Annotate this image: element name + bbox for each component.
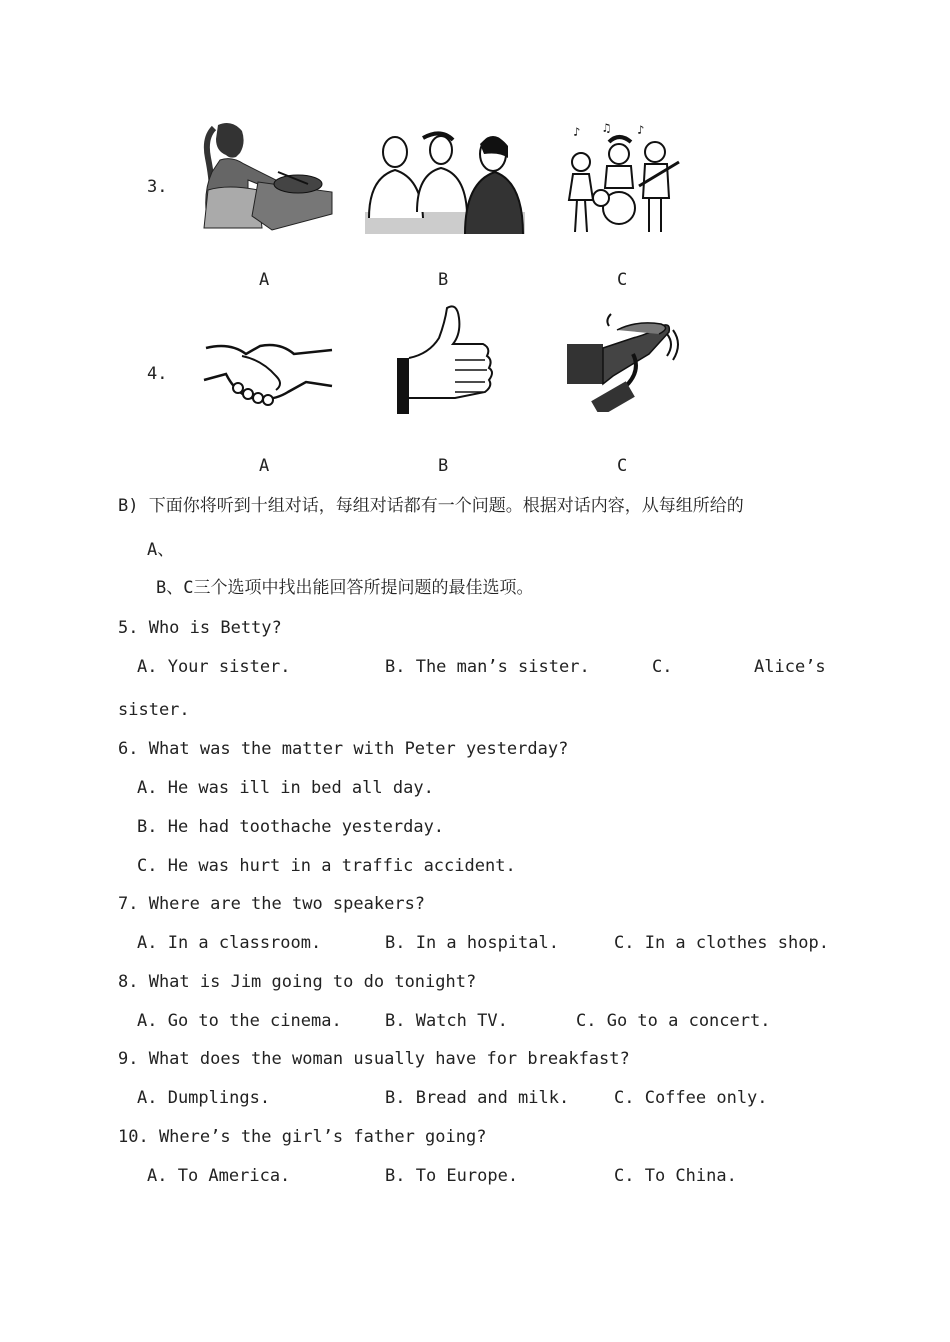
- question-7-option-a: A. In a classroom.: [137, 933, 322, 953]
- svg-text:♪: ♪: [637, 123, 645, 137]
- question-3-option-c-label: C: [617, 270, 628, 290]
- section-b-instruction-line-2: A、: [147, 540, 175, 560]
- question-8-option-a: A. Go to the cinema.: [137, 1011, 342, 1031]
- question-6-text: 6. What was the matter with Peter yesterday?: [118, 739, 569, 759]
- question-10-option-c: C. To China.: [614, 1166, 737, 1186]
- question-5-option-b: B. The man’s sister.: [385, 657, 590, 677]
- question-5-option-c-letter: C.: [652, 657, 673, 677]
- section-b-instruction-line-1: B) 下面你将听到十组对话，每组对话都有一个问题。根据对话内容，从每组所给的: [118, 496, 744, 516]
- section-b-instruction-line-3: B、C三个选项中找出能回答所提问题的最佳选项。: [156, 578, 534, 598]
- question-7-text: 7. Where are the two speakers?: [118, 894, 426, 914]
- question-4-number: 4.: [147, 364, 168, 384]
- question-10-option-a: A. To America.: [147, 1166, 291, 1186]
- question-8-option-c: C. Go to a concert.: [576, 1011, 771, 1031]
- question-3-option-b-label: B: [438, 270, 449, 290]
- question-9-option-c: C. Coffee only.: [614, 1088, 768, 1108]
- question-7-option-b: B. In a hospital.: [385, 933, 559, 953]
- question-6-option-a: A. He was ill in bed all day.: [137, 778, 434, 798]
- three-men-talking-image: [365, 128, 525, 234]
- handshake-image: [202, 334, 334, 408]
- question-4-option-a-label: A: [259, 456, 270, 476]
- question-7-option-c: C. In a clothes shop.: [614, 933, 829, 953]
- svg-text:♫: ♫: [603, 122, 611, 135]
- question-5-option-c-text: Alice’s: [754, 657, 826, 677]
- band-playing-image: [563, 122, 681, 238]
- question-3-number: 3.: [147, 177, 168, 197]
- question-4-option-b-label: B: [438, 456, 449, 476]
- woman-cooking-image: [198, 120, 336, 232]
- question-9-option-a: A. Dumplings.: [137, 1088, 271, 1108]
- question-8-text: 8. What is Jim going to do tonight?: [118, 972, 477, 992]
- question-10-text: 10. Where’s the girl’s father going?: [118, 1127, 487, 1147]
- question-6-option-b: B. He had toothache yesterday.: [137, 817, 445, 837]
- question-5-text: 5. Who is Betty?: [118, 618, 282, 638]
- question-10-option-b: B. To Europe.: [385, 1166, 519, 1186]
- question-9-option-b: B. Bread and milk.: [385, 1088, 570, 1108]
- question-5-option-c-continued: sister.: [118, 700, 190, 720]
- question-9-text: 9. What does the woman usually have for breakfast?: [118, 1049, 630, 1069]
- question-8-option-b: B. Watch TV.: [385, 1011, 508, 1031]
- question-6-option-c: C. He was hurt in a traffic accident.: [137, 856, 516, 876]
- question-4-option-c-label: C: [617, 456, 628, 476]
- svg-text:♪: ♪: [573, 125, 581, 139]
- clapping-hands-image: [563, 310, 683, 412]
- question-5-option-a: A. Your sister.: [137, 657, 291, 677]
- question-3-option-a-label: A: [259, 270, 270, 290]
- thumbs-up-image: [393, 304, 497, 416]
